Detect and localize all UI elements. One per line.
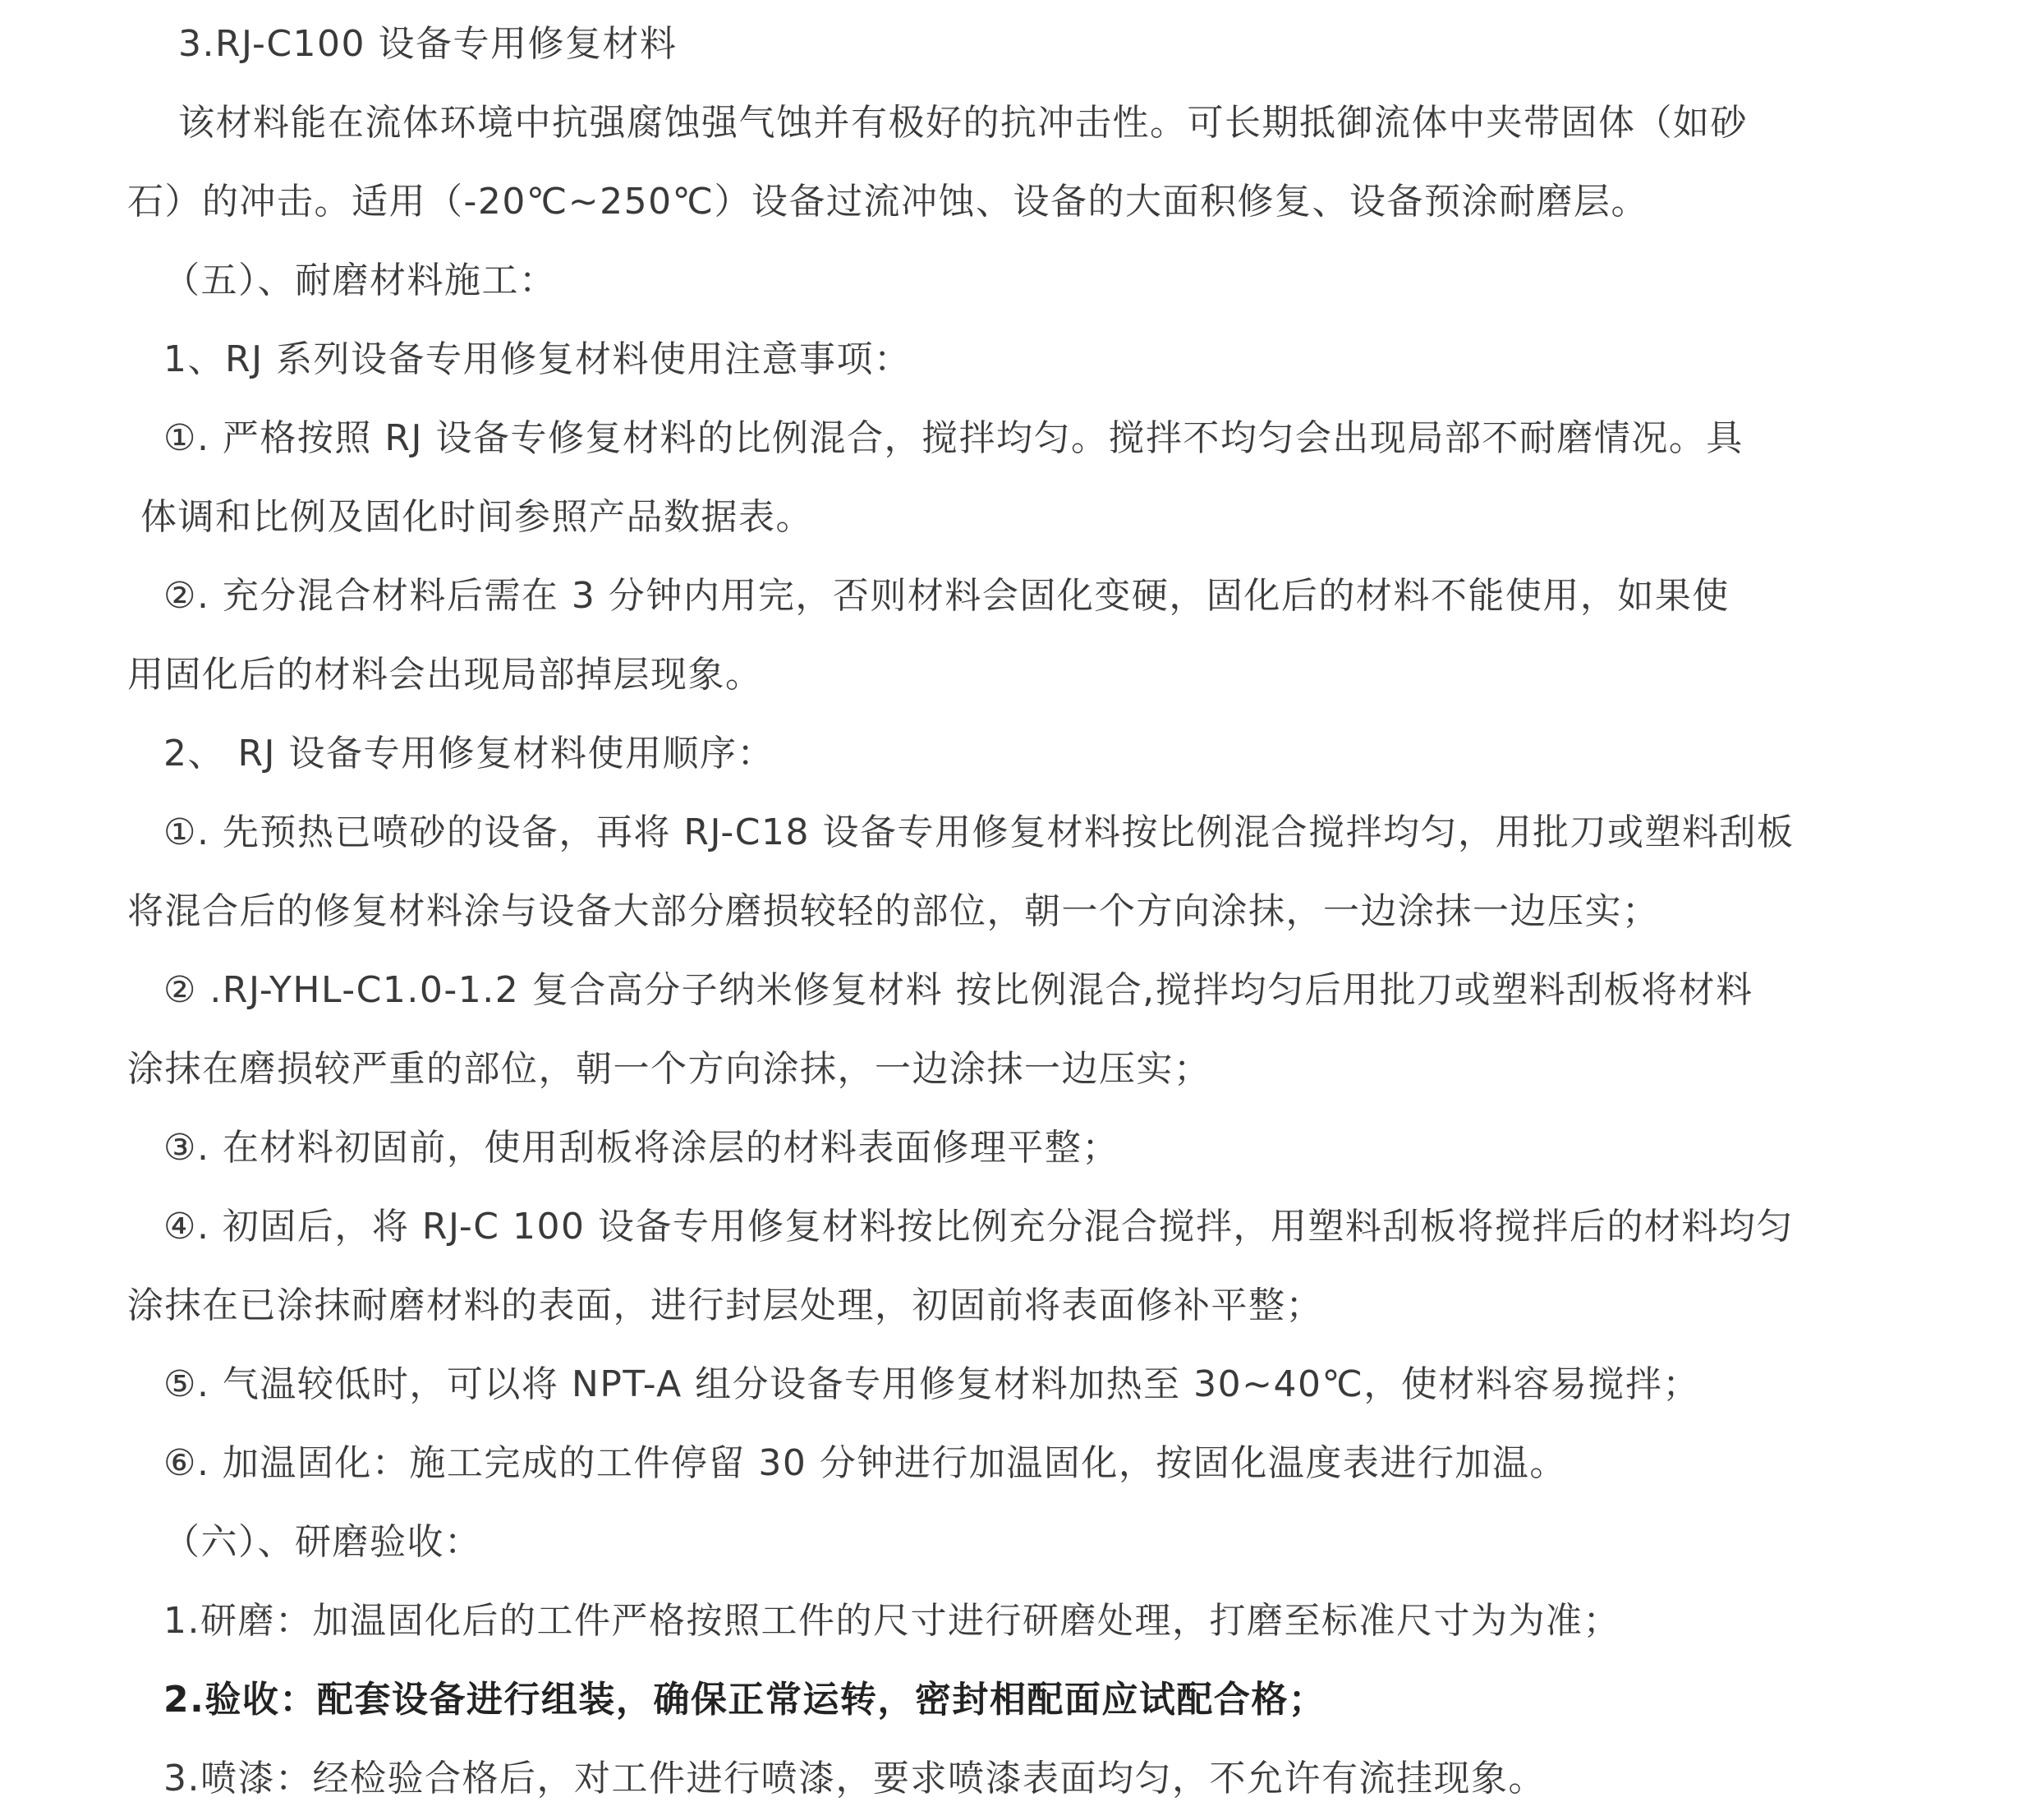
text-line: 2.验收：配套设备进行组装，确保正常运转，密封相配面应试配合格； xyxy=(163,1679,1326,1721)
text-line: ③. 在材料初固前，使用刮板将涂层的材料表面修理平整； xyxy=(163,1127,1119,1169)
text-line: 2、 RJ 设备专用修复材料使用顺序： xyxy=(163,733,775,774)
text-line: ②. 充分混合材料后需在 3 分钟内用完，否则材料会固化变硬，固化后的材料不能使用，如果使 xyxy=(163,575,1730,617)
text-line: 1、RJ 系列设备专用修复材料使用注意事项： xyxy=(163,338,912,380)
text-line: ①. 严格按照 RJ 设备专修复材料的比例混合，搅拌均匀。搅拌不均匀会出现局部不耐磨情况。具 xyxy=(163,417,1744,459)
text-line: 用固化后的材料会出现局部掉层现象。 xyxy=(127,654,763,696)
text-line: 3.RJ-C100 设备专用修复材料 xyxy=(178,23,678,65)
text-line: 石）的冲击。适用（-20℃~250℃）设备过流冲蚀、设备的大面积修复、设备预涂耐磨层。 xyxy=(127,181,1649,223)
text-line: 涂抹在已涂抹耐磨材料的表面，进行封层处理，初固前将表面修补平整； xyxy=(127,1285,1323,1326)
text-line: 涂抹在磨损较严重的部位，朝一个方向涂抹，一边涂抹一边压实； xyxy=(127,1048,1211,1090)
text-line: 1.研磨：加温固化后的工件严格按照工件的尺寸进行研磨处理，打磨至标准尺寸为为准； xyxy=(163,1600,1620,1642)
text-line: 将混合后的修复材料涂与设备大部分磨损较轻的部位，朝一个方向涂抹，一边涂抹一边压实； xyxy=(127,890,1660,932)
text-line: ② .RJ-YHL-C1.0-1.2 复合高分子纳米修复材料 按比例混合,搅拌均匀后用批刀或塑料刮板将材料 xyxy=(163,969,1753,1011)
text-line: （六）、研磨验收： xyxy=(163,1521,482,1563)
text-line: ⑥. 加温固化：施工完成的工件停留 30 分钟进行加温固化，按固化温度表进行加温。 xyxy=(163,1442,1567,1484)
text-line: ①. 先预热已喷砂的设备，再将 RJ-C18 设备专用修复材料按比例混合搅拌均匀，用批刀或塑料刮板 xyxy=(163,811,1795,853)
text-line: 3.喷漆：经检验合格后，对工件进行喷漆，要求喷漆表面均匀，不允许有流挂现象。 xyxy=(163,1758,1546,1799)
text-line: ④. 初固后，将 RJ-C 100 设备专用修复材料按比例充分混合搅拌，用塑料刮板将搅拌后的材料均匀 xyxy=(163,1206,1794,1248)
text-line: （五）、耐磨材料施工： xyxy=(163,260,557,301)
text-line: 该材料能在流体环境中抗强腐蚀强气蚀并有极好的抗冲击性。可长期抵御流体中夹带固体（如砂 xyxy=(178,102,1748,144)
text-line: ⑤. 气温较低时，可以将 NPT-A 组分设备专用修复材料加热至 30~40℃，使材料容易搅拌； xyxy=(163,1363,1700,1405)
text-line: 体调和比例及固化时间参照产品数据表。 xyxy=(140,496,813,538)
